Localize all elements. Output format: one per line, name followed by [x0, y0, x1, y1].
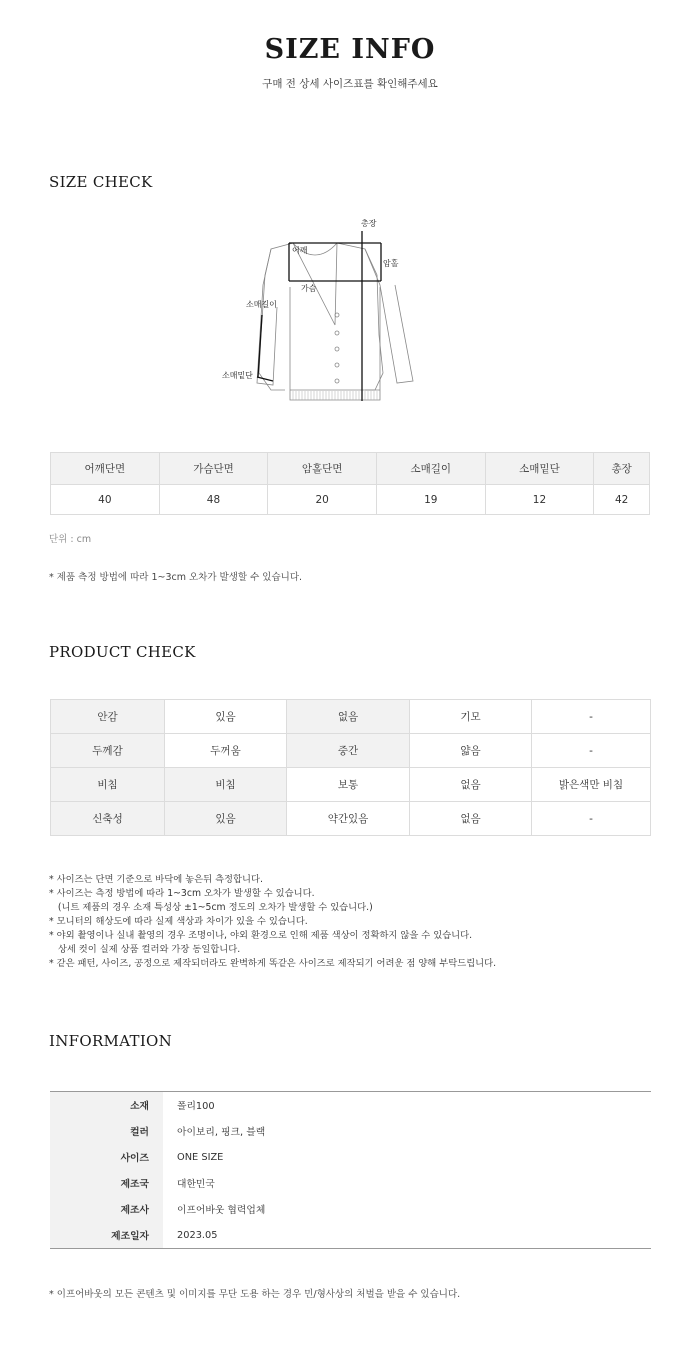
- info-row-color: [50, 1118, 651, 1144]
- info-row-manufacturer: [50, 1196, 651, 1222]
- info-row-country: [50, 1170, 651, 1196]
- info-value: 폴리100: [177, 1101, 215, 1112]
- product-option: 있음: [165, 700, 287, 734]
- product-label: 두께감: [51, 734, 165, 768]
- size-value-shoulder: 40: [51, 485, 160, 515]
- product-check-table: [50, 699, 651, 836]
- product-option: 보통: [287, 768, 410, 802]
- size-header-shoulder: 어깨단면: [51, 453, 160, 485]
- product-option: -: [532, 700, 651, 734]
- note-line: * 사이즈는 측정 방법에 따라 1~3cm 오차가 발생할 수 있습니다.: [49, 888, 315, 899]
- product-row-thickness: [51, 734, 651, 768]
- cuff-measure-line: [257, 377, 273, 381]
- product-option: -: [532, 734, 651, 768]
- size-value-cuff: 12: [485, 485, 594, 515]
- product-option: 없음: [410, 768, 532, 802]
- product-check-title: PRODUCT CHECK: [49, 643, 196, 661]
- product-option: 두꺼움: [165, 734, 287, 768]
- info-key: 컬러: [50, 1118, 163, 1144]
- info-row-material: [50, 1092, 651, 1119]
- cardigan-size-diagram: [215, 215, 415, 405]
- size-header-cuff: 소매밑단: [485, 453, 594, 485]
- product-option-selected: 중간: [287, 734, 410, 768]
- product-option: 없음: [410, 802, 532, 836]
- size-value-armhole: 20: [268, 485, 377, 515]
- product-option-selected: 비침: [165, 768, 287, 802]
- information-table: [50, 1091, 651, 1249]
- product-row-lining: [51, 700, 651, 734]
- product-option: 밝은색만 비침: [532, 768, 651, 802]
- size-table: [50, 452, 650, 515]
- diagram-label-chest: 가슴: [301, 284, 317, 293]
- product-label: 안감: [51, 700, 165, 734]
- info-key: 제조국: [50, 1170, 163, 1196]
- size-value-sleeve: 19: [376, 485, 485, 515]
- product-option: 기모: [410, 700, 532, 734]
- diagram-label-length: 총장: [361, 219, 377, 228]
- size-value-length: 42: [594, 485, 650, 515]
- info-row-size: [50, 1144, 651, 1170]
- size-check-title: SIZE CHECK: [49, 173, 153, 191]
- note-line: (니트 제품의 경우 소재 특성상 ±1~5cm 정도의 오차가 발생할 수 있습니다.): [49, 902, 373, 913]
- size-header-armhole: 암홀단면: [268, 453, 377, 485]
- info-key: 제조사: [50, 1196, 163, 1222]
- note-line: * 야외 촬영이나 실내 촬영의 경우 조명이나, 야외 환경으로 인해 제품 색상이 정확하지 않을 수 있습니다.: [49, 930, 473, 941]
- diagram-label-shoulder: 어깨: [292, 246, 308, 255]
- info-row-date: [50, 1222, 651, 1249]
- note-line: * 모니터의 해상도에 따라 실제 색상과 차이가 있을 수 있습니다.: [49, 916, 308, 927]
- product-label: 비침: [51, 768, 165, 802]
- size-note: * 제품 측정 방법에 따라 1~3cm 오차가 발생할 수 있습니다.: [49, 572, 303, 583]
- info-key: 사이즈: [50, 1144, 163, 1170]
- size-header-chest: 가슴단면: [159, 453, 268, 485]
- size-value-chest: 48: [159, 485, 268, 515]
- product-option-selected: 없음: [287, 700, 410, 734]
- sleeve-measure-line: [258, 315, 262, 377]
- product-label: 신축성: [51, 802, 165, 836]
- info-key: 제조일자: [50, 1222, 163, 1249]
- product-row-stretch: [51, 802, 651, 836]
- product-row-sheerness: [51, 768, 651, 802]
- info-key: 소재: [50, 1092, 163, 1119]
- info-value: ONE SIZE: [177, 1151, 224, 1163]
- footer-note: * 이프어바웃의 모든 콘텐츠 및 이미지를 무단 도용 하는 경우 민/형사상의 처벌을 받을 수 있습니다.: [49, 1289, 461, 1300]
- buttons: [335, 313, 339, 383]
- note-line: 상세 컷이 실제 상품 컬러와 가장 동일합니다.: [49, 944, 241, 955]
- product-option-selected: 있음: [165, 802, 287, 836]
- unit-label: 단위 : cm: [49, 534, 92, 545]
- size-table-value-row: [51, 485, 650, 515]
- info-value: 2023.05: [177, 1229, 218, 1241]
- size-header-sleeve: 소매길이: [376, 453, 485, 485]
- info-value: 아이보리, 핑크, 블랙: [177, 1127, 266, 1138]
- hem-ribbing: [293, 391, 377, 400]
- product-notes: [49, 873, 496, 971]
- product-option: 얇음: [410, 734, 532, 768]
- info-value: 대한민국: [177, 1179, 215, 1190]
- page-title: SIZE INFO: [264, 34, 436, 65]
- size-table-header-row: [51, 453, 650, 485]
- diagram-label-sleeve: 소매길이: [246, 300, 277, 309]
- note-line: * 같은 패턴, 사이즈, 공정으로 제작되더라도 완벽하게 똑같은 사이즈로 제작되기 어려운 점 양해 부탁드립니다.: [49, 958, 497, 969]
- information-title: INFORMATION: [49, 1032, 173, 1050]
- product-option: -: [532, 802, 651, 836]
- product-option: 약간있음: [287, 802, 410, 836]
- page-subtitle: 구매 전 상세 사이즈표를 확인해주세요: [262, 78, 438, 90]
- diagram-label-armhole: 암홀: [383, 259, 399, 268]
- size-header-length: 총장: [594, 453, 650, 485]
- info-value: 이프어바웃 협력업체: [177, 1205, 266, 1216]
- diagram-label-cuff: 소매밑단: [222, 371, 253, 380]
- note-line: * 사이즈는 단면 기준으로 바닥에 놓은뒤 측정합니다.: [49, 874, 263, 885]
